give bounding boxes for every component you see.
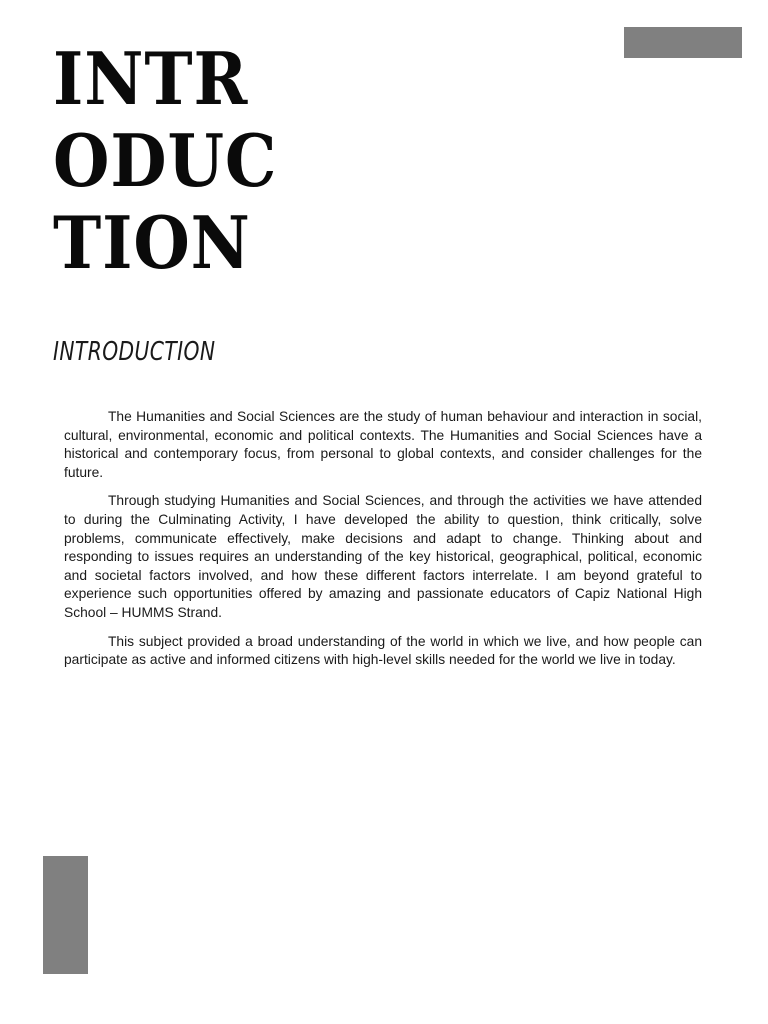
- paragraph-1: The Humanities and Social Sciences are the study of human behaviour and interaction in social, cultural, environmental, economic and political contexts. The Humanities and Social Sciences have a historical and contemporary focus, from personal to global contexts, and consider challenges for the future.: [64, 409, 702, 480]
- page-title: [53, 38, 277, 284]
- paragraph-2: Through studying Humanities and Social Sciences, and through the activities we have attended to during the Culminating Activity, I have developed the ability to question, think critically, solve problems, communicate effectively, make decisions and adapt to change. Thinking about and responding to issues requires an understanding of the key historical, geographical, political, economic and societal factors involved, and how these different factors interrelate. I am beyond grateful to experience such opportunities offered by amazing and passionate educators of Capiz National High School – HUMMS Strand.: [64, 493, 702, 620]
- title-line-3: TION: [53, 200, 251, 285]
- paragraph-3: This subject provided a broad understanding of the world in which we live, and how people can participate as active and informed citizens with high-level skills needed for the world we live in today.: [64, 633, 702, 668]
- title-line-2: ODUC: [53, 118, 278, 203]
- title-line-1: INTR: [53, 36, 249, 121]
- section-heading: INTRODUCTION: [53, 337, 216, 367]
- decorative-block-top: [624, 27, 742, 58]
- decorative-block-bottom: [43, 856, 88, 974]
- body-text: [64, 408, 702, 680]
